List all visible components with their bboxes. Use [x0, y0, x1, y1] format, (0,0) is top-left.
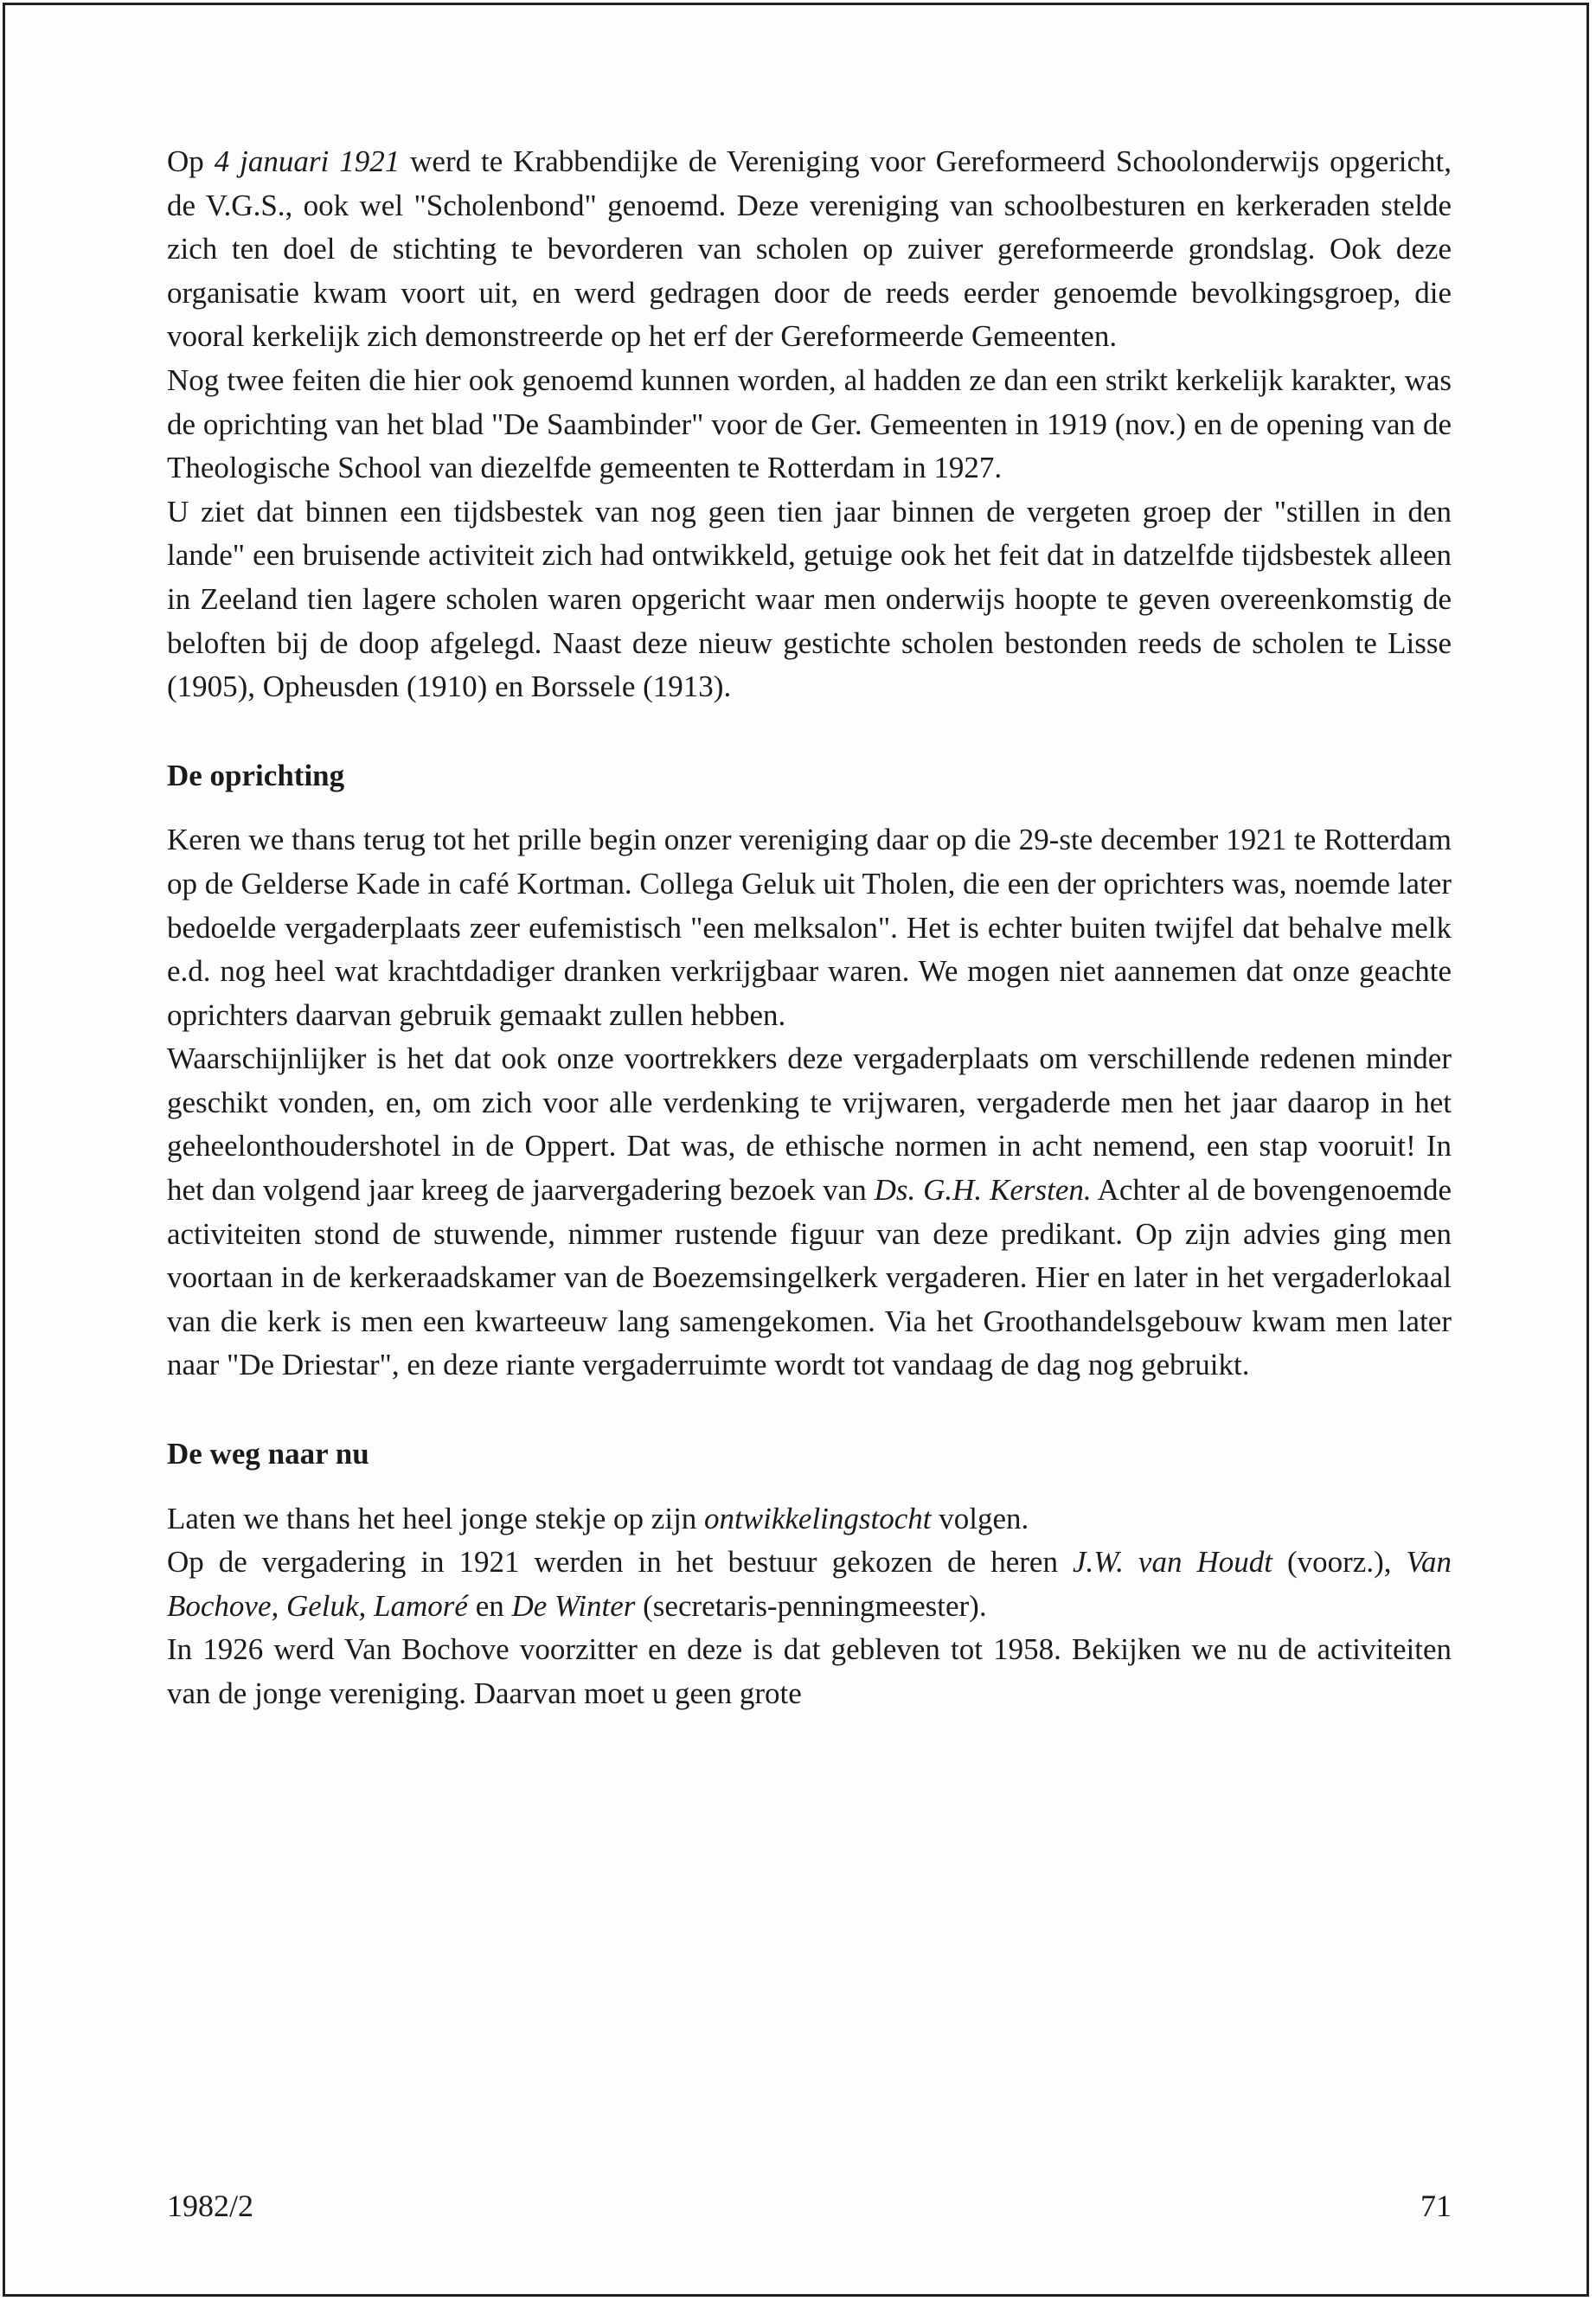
paragraph-weg-3: In 1926 werd Van Bochove voorzitter en deze is dat gebleven tot 1958. Bekijken we nu de activiteiten van de jonge vereniging. Daarvan moet u geen grote [167, 1632, 1452, 1710]
heading-de-oprichting: De oprichting [167, 758, 345, 792]
paragraph-intro-1: Op 4 januari 1921 werd te Krabbendijke de Vereniging voor Gereformeerd Schoolonderwijs opgericht, de V.G.S., ook wel "Scholenbond" genoemd. Deze vereniging van schoolbesturen en kerkeraden stelde zich ten doel de stichting te bevorderen van scholen op zuiver gereformeerde grondslag. Ook deze organisatie kwam voort uit, en werd gedragen door de reeds eerder genoemde bevolkingsgroep, die vooral kerkelijk zich demonstreerde op het erf der Gereformeerde Gemeenten. [167, 144, 1452, 354]
paragraph-oprichting-2: Waarschijnlijker is het dat ook onze voortrekkers deze vergaderplaats om verschillende redenen minder geschikt vonden, en, om zich voor alle verdenking te vrijwaren, vergaderde men het jaar daarop in het geheelonthoudershotel in de Oppert. Dat was, de ethische normen in acht nemend, een stap vooruit! In het dan volgend jaar kreeg de jaarvergadering bezoek van Ds. G.H. Kersten. Achter al de bovengenoemde activiteiten stond de stuwende, nimmer rustende figuur van deze predikant. Op zijn advies ging men voortaan in de kerkeraadskamer van de Boezemsingelkerk vergaderen. Hier en later in het vergaderlokaal van die kerk is men een kwarteeuw lang samengekomen. Via het Groothandelsgebouw kwam men later naar "De Driestar", en deze riante vergaderruimte wordt tot vandaag de dag nog gebruikt. [167, 1042, 1452, 1382]
name-emphasis: Ds. G.H. Kersten. [874, 1173, 1092, 1208]
paragraph-weg-1: Laten we thans het heel jonge stekje op zijn ontwikkelingstocht volgen. [167, 1501, 1029, 1535]
name-emphasis: J.W. van Houdt [1072, 1545, 1272, 1580]
term-emphasis: ontwikkelingstocht [704, 1501, 932, 1535]
name-emphasis: De Winter [511, 1588, 636, 1623]
page-number: 71 [1420, 2189, 1452, 2223]
paragraph-intro-2: Nog twee feiten die hier ook genoemd kunnen worden, al hadden ze dan een strikt kerkelijk karakter, was de oprichting van het blad "De Saambinder" voor de Ger. Gemeenten in 1919 (nov.) en de opening van de Theologische School van diezelfde gemeenten te Rotterdam in 1927. [167, 362, 1452, 485]
article-body [167, 140, 1452, 1716]
paragraph-intro-3: U ziet dat binnen een tijdsbestek van nog geen tien jaar binnen de vergeten groep der "stillen in den lande" een bruisende activiteit zich had ontwikkeld, getuige ook het feit dat in datzelfde tijdsbestek alleen in Zeeland tien lagere scholen waren opgericht waar men onderwijs hoopte te geven overeenkomstig de beloften bij de doop afgelegd. Naast deze nieuw gestichte scholen bestonden reeds de scholen te Lisse (1905), Opheusden (1910) en Borssele (1913). [167, 494, 1452, 704]
name-emphasis: Van Bochove, Geluk, Lamoré [167, 1545, 1452, 1623]
issue-number: 1982/2 [167, 2189, 254, 2223]
paragraph-weg-2: Op de vergadering in 1921 werden in het bestuur gekozen de heren J.W. van Houdt (voorz.), Van Bochove, Geluk, Lamoré en De Winter (secretaris-penningmeester). [167, 1545, 1452, 1623]
heading-de-weg-naar-nu: De weg naar nu [167, 1437, 369, 1471]
date-emphasis: 4 januari 1921 [214, 144, 401, 178]
paragraph-oprichting-1: Keren we thans terug tot het prille begin onzer vereniging daar op die 29-ste december 1921 te Rotterdam op de Gelderse Kade in café Kortman. Collega Geluk uit Tholen, die een der oprichters was, noemde later bedoelde vergaderplaats zeer eufemistisch "een melksalon". Het is echter buiten twijfel dat behalve melk e.d. nog heel wat krachtdadiger dranken verkrijgbaar waren. We mogen niet aannemen dat onze geachte oprichters daarvan gebruik gemaakt zullen hebben. [167, 823, 1452, 1032]
